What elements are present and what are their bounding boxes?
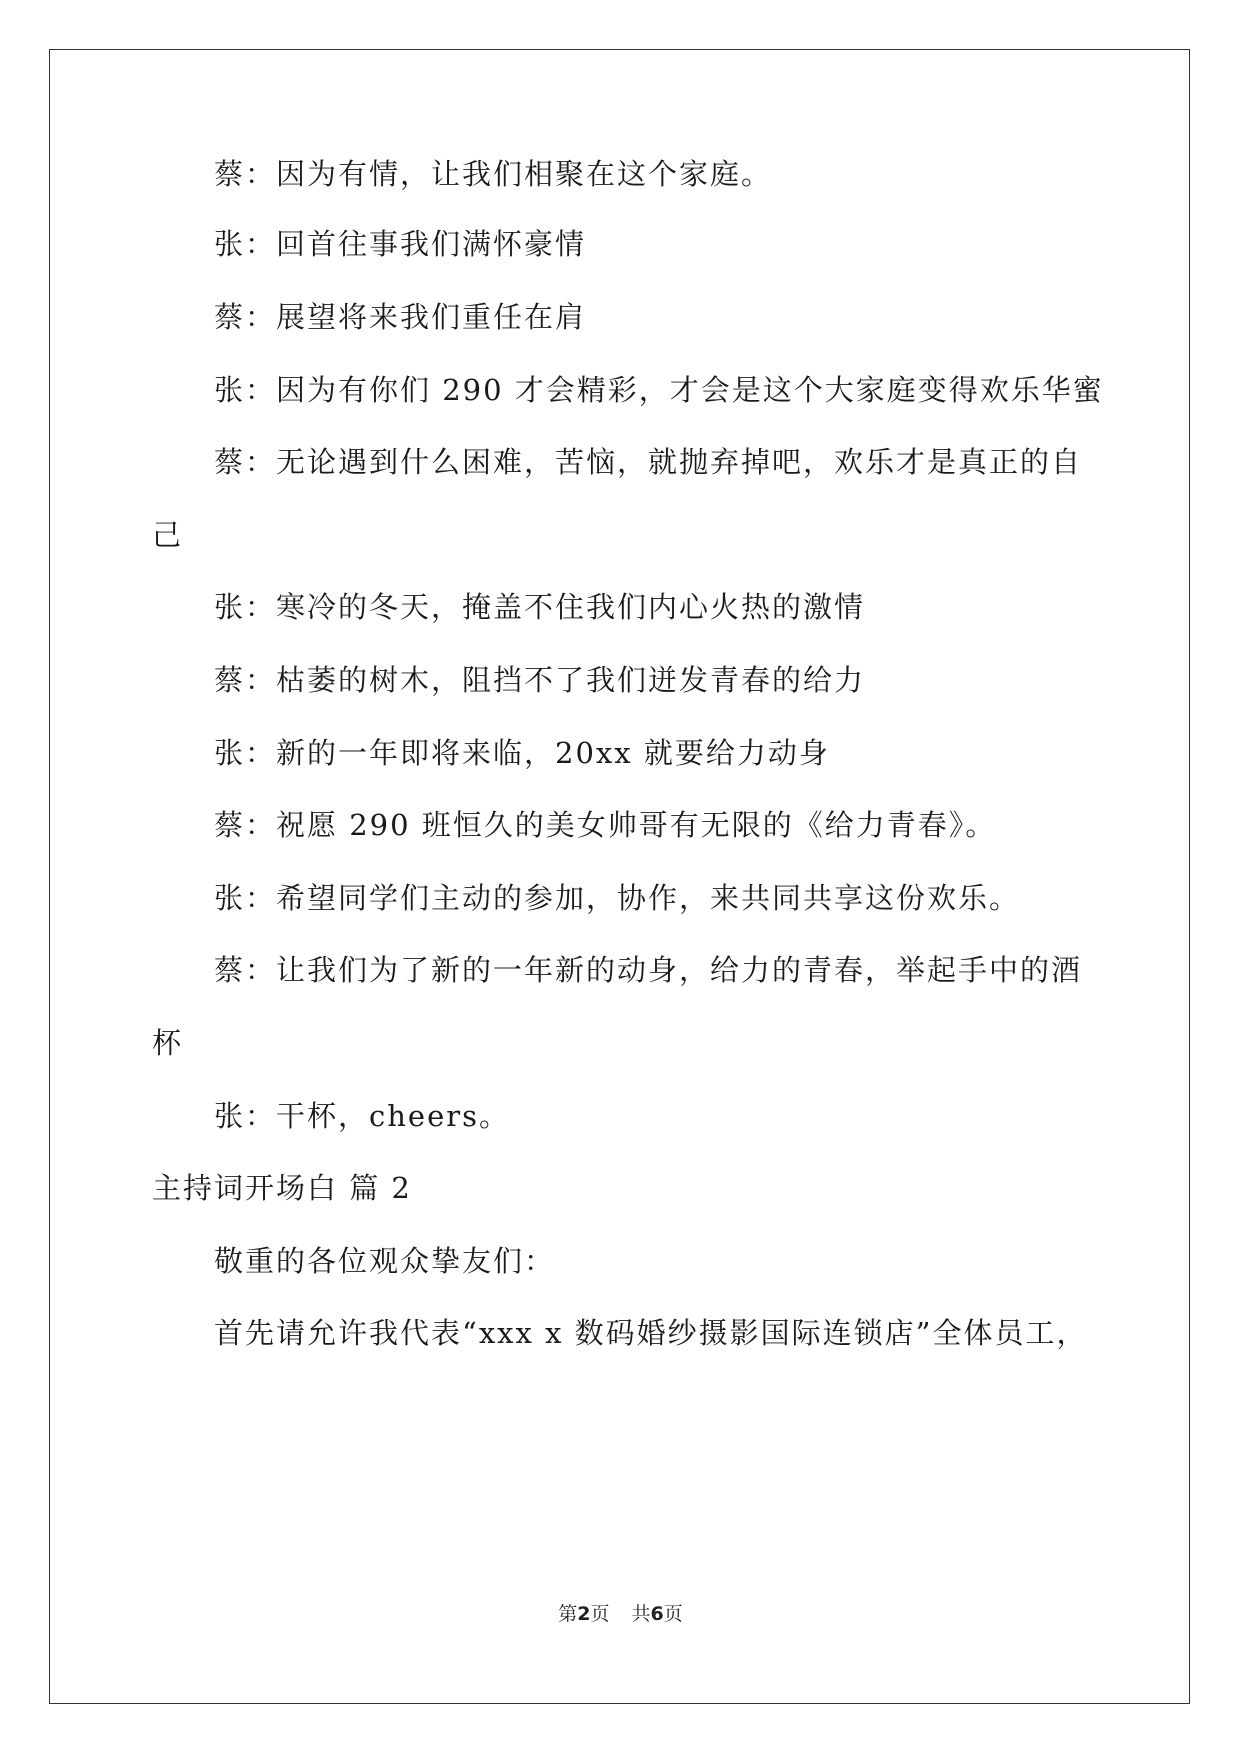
- dialogue-line: 蔡：展望将来我们重任在肩: [214, 300, 587, 334]
- dialogue-line-continuation: 杯: [152, 1026, 184, 1060]
- page-suffix: 页: [590, 1603, 610, 1625]
- dialogue-line: 张：干杯，cheers。: [214, 1099, 510, 1133]
- dialogue-line: 张：因为有你们 290 才会精彩，才会是这个大家庭变得欢乐华蜜: [214, 373, 1104, 407]
- page-total-number: 6: [650, 1603, 664, 1625]
- page-current-number: 2: [577, 1603, 591, 1625]
- dialogue-line: 蔡：因为有情，让我们相聚在这个家庭。: [214, 157, 773, 191]
- dialogue-line: 蔡：枯萎的树木，阻挡不了我们迸发青春的给力: [214, 663, 866, 697]
- dialogue-line: 蔡：祝愿 290 班恒久的美女帅哥有无限的《给力青春》。: [214, 808, 997, 842]
- dialogue-line: 蔡：让我们为了新的一年新的动身，给力的青春，举起手中的酒: [214, 953, 1083, 987]
- dialogue-line: 张：回首往事我们满怀豪情: [214, 227, 587, 261]
- page-footer: [0, 1601, 1241, 1627]
- dialogue-line: 蔡：无论遇到什么困难，苦恼，就抛弃掉吧，欢乐才是真正的自: [214, 445, 1083, 479]
- total-suffix: 页: [663, 1603, 683, 1625]
- dialogue-line-continuation: 己: [152, 518, 184, 552]
- total-prefix: 共: [631, 1603, 651, 1625]
- dialogue-line: 张：寒冷的冬天，掩盖不住我们内心火热的激情: [214, 590, 866, 624]
- body-line: 首先请允许我代表“xxx x 数码婚纱摄影国际连锁店”全体员工，: [214, 1316, 1088, 1350]
- dialogue-line: 张：新的一年即将来临，20xx 就要给力动身: [214, 736, 830, 770]
- page-prefix: 第: [558, 1603, 578, 1625]
- body-line: 敬重的各位观众挚友们：: [214, 1244, 556, 1278]
- dialogue-line: 张：希望同学们主动的参加，协作，来共同共享这份欢乐。: [214, 881, 1021, 915]
- section-heading: 主持词开场白 篇 2: [152, 1171, 412, 1205]
